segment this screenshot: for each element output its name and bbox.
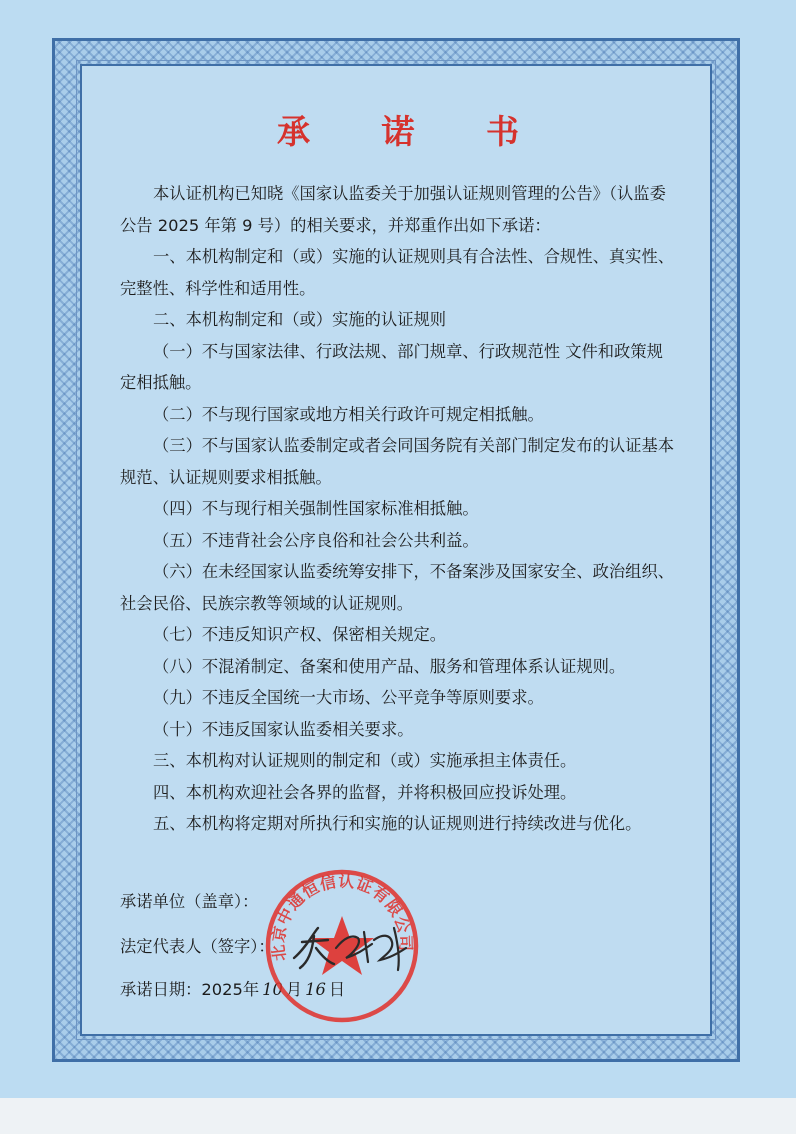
sub-clause-6: （六）在未经国家认监委统筹安排下，不备案涉及国家安全、政治组织、社会民俗、民族宗教等领域的认证规则。 [120, 562, 675, 613]
month-label: 月 [285, 980, 303, 999]
day-label: 日 [328, 980, 346, 999]
seal-text: 北京中通恒信认证有限公司 [268, 871, 416, 962]
sub-clause-2: （二）不与现行国家或地方相关行政许可规定相抵触。 [153, 404, 544, 424]
sub-clause-8: （八）不混淆制定、备案和使用产品、服务和管理体系认证规则。 [153, 656, 626, 676]
commitment-body [120, 178, 676, 840]
date-month: 10 [262, 980, 283, 999]
clause-5: 五、本机构将定期对所执行和实施的认证规则进行持续改进与优化。 [153, 814, 642, 833]
sub-clause-1: （一）不与国家法律、行政法规、部门规章、行政规范性 文件和政策规定相抵触。 [120, 341, 663, 392]
sub-clause-9: （九）不违反全国统一大市场、公平竞争等原则要求。 [153, 688, 544, 707]
clause-3: 三、本机构对认证规则的制定和（或）实施承担主体责任。 [153, 751, 577, 770]
intro-paragraph: 本认证机构已知晓《国家认监委关于加强认证规则管理的公告》（认监委公告 2025 年第 9 号）的相关要求，并郑重作出如下承诺： [120, 184, 666, 235]
date-day: 16 [305, 980, 326, 999]
sub-clause-3: （三）不与国家认监委制定或者会同国务院有关部门制定发布的认证基本规范、认证规则要求相抵触。 [120, 436, 675, 487]
sub-clause-5: （五）不违背社会公序良俗和社会公共利益。 [153, 530, 479, 550]
sub-clause-7: （七）不违反知识产权、保密相关规定。 [153, 625, 447, 644]
document-title: 承 诺 书 [277, 112, 549, 151]
clause-1: 一、本机构制定和（或）实施的认证规则具有合法性、合规性、真实性、完整性、科学性和适用性。 [120, 247, 675, 298]
date-label: 承诺日期：2025年 [120, 980, 260, 999]
handwritten-signature [288, 918, 418, 974]
representative-label: 法定代表人（签字）： [120, 937, 275, 956]
sub-clause-10: （十）不违反国家认监委相关要求。 [153, 719, 414, 739]
clause-2: 二、本机构制定和（或）实施的认证规则 [153, 310, 447, 329]
unit-label: 承诺单位（盖章）： [120, 892, 259, 911]
clause-4: 四、本机构欢迎社会各界的监督，并将积极回应投诉处理。 [153, 782, 577, 802]
page-bottom-margin [0, 1098, 796, 1134]
sub-clause-4: （四）不与现行相关强制性国家标准相抵触。 [153, 499, 479, 518]
